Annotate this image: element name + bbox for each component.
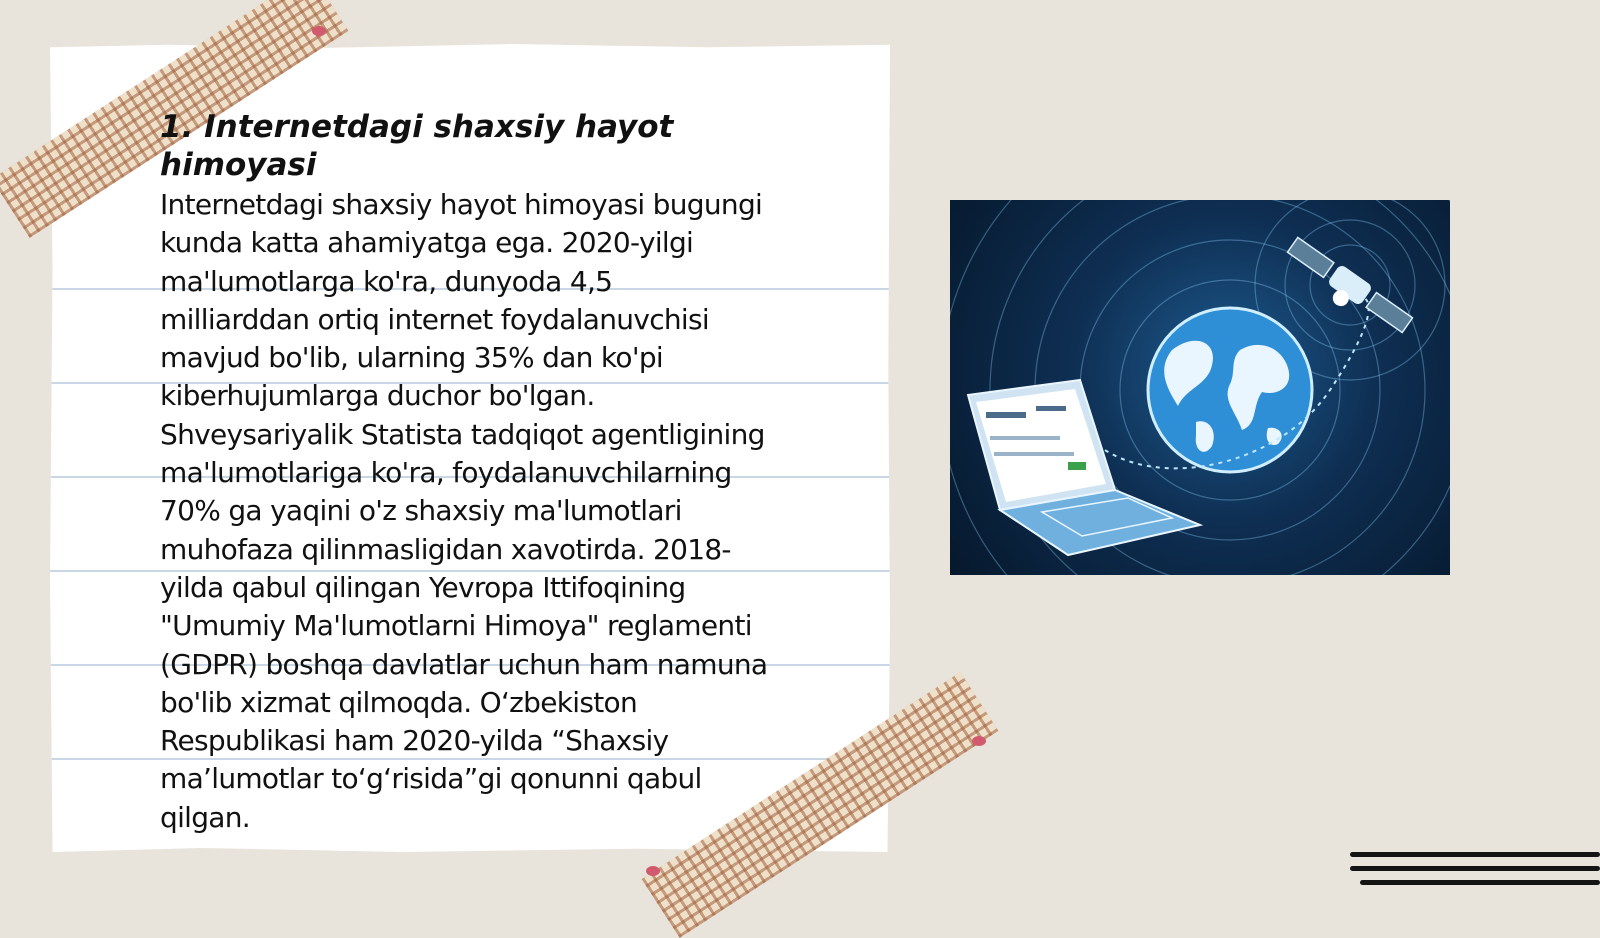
satellite-icon	[1279, 235, 1414, 345]
tape-end-mark	[646, 866, 660, 876]
network-illustration	[950, 200, 1450, 575]
slide-title: 1. Internetdagi shaxsiy hayot himoyasi	[160, 109, 674, 183]
brush-stroke-decoration	[1350, 852, 1600, 857]
body-text: Internetdagi shaxsiy hayot himoyasi bugungi kunda katta ahamiyatga ega. 2020-yilgi ma'lumotlarga ko'ra, dunyoda 4,5 milliarddan ortiq internet foydalanuvchisi mavjud bo'lib, ularning 35% dan ko'pi kiberhujumlarga duchor bo'lgan. Shveysariyalik Statista tadqiqot agentligining ma'lumotlariga ko'ra, foydalanuvchilarning 70% ga yaqini o'z shaxsiy ma'lumotlari muhofaza qilinmasligidan xavotirda. 2018- yilda qabul qilingan Yevropa Ittifoqining "Umumiy Ma'lumotlarni Himoya" reglamenti (GDPR) boshqa davlatlar uchun ham namuna bo'lib xizmat qilmoqda. O‘zbekiston Respublikasi ham 2020-yilda “Shaxsiy ma’lumotlar to‘g‘risida”gi qonunni qabul qilgan.	[160, 188, 768, 834]
tape-end-mark	[972, 736, 986, 746]
globe-icon	[1148, 308, 1312, 472]
brush-stroke-decoration	[1360, 880, 1600, 885]
tape-end-mark	[312, 26, 326, 36]
cyber-security-image	[950, 200, 1450, 575]
brush-stroke-decoration	[1350, 866, 1600, 871]
